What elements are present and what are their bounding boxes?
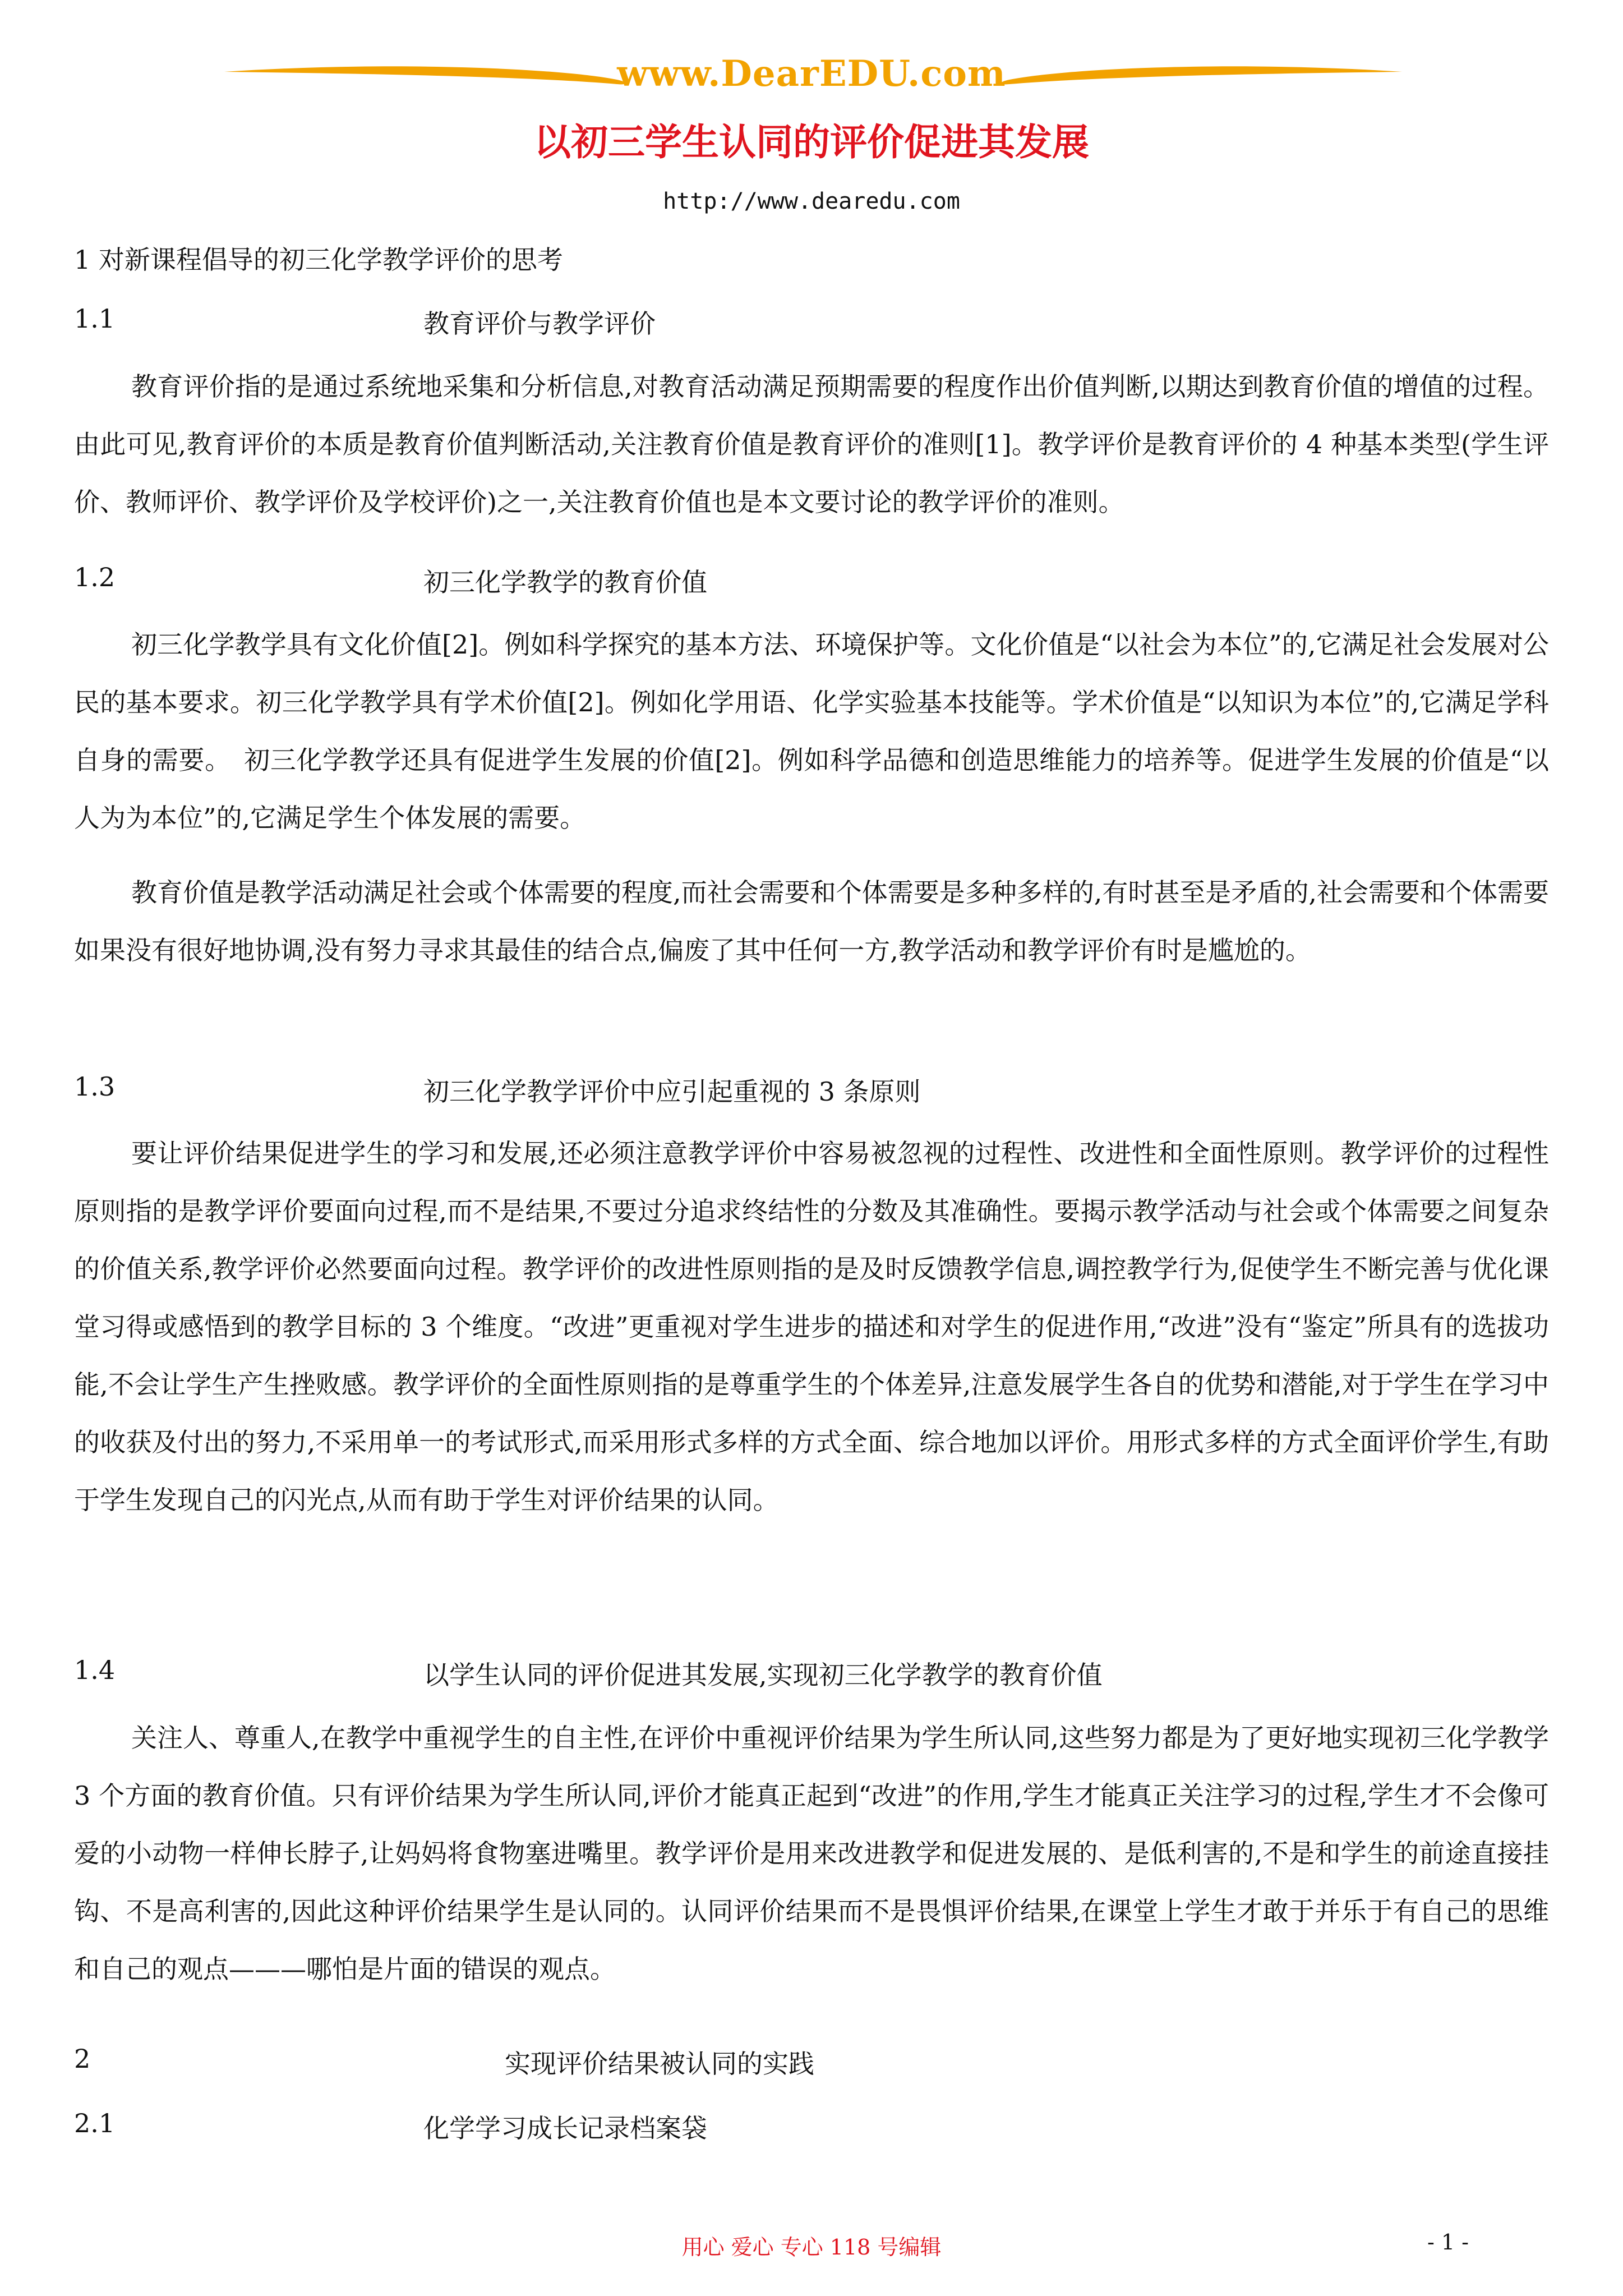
paragraph: 关注人、尊重人,在教学中重视学生的自主性,在评价中重视评价结果为学生所认同,这些努力都是为了更好地实现初三化学教学 3 个方面的教育价值。只有评价结果为学生所认同,评价才能真正起到“改进”的作用,学生才能真正关注学习的过程,学生才不会像可爱的小动物一样伸长脖子,让妈妈将食物塞进嘴里。教学评价是用来改进教学和促进发展的、是低利害的,不是和学生的前途直接挂钩、不是高利害的,因此这种评价结果学生是认同的。认同评价结果而不是畏惧评价结果,在课堂上学生才敢于并乐于有自己的思维和自己的观点———哪怕是片面的错误的观点。 (74, 1723, 1549, 1984)
paragraph: 要让评价结果促进学生的学习和发展,还必须注意教学评价中容易被忽视的过程性、改进性和全面性原则。教学评价的过程性原则指的是教学评价要面向过程,而不是结果,不要过分追求终结性的分数及其准确性。要揭示教学活动与社会或个体需要之间复杂的价值关系,教学评价必然要面向过程。教学评价的改进性原则指的是及时反馈教学信息,调控教学行为,促使学生不断完善与优化课堂习得或感悟到的教学目标的 3 个维度。“改进”更重视对学生进步的描述和对学生的促进作用,“改进”没有“鉴定”所具有的选拔功能,不会让学生产生挫败感。教学评价的全面性原则指的是尊重学生的个体差异,注意发展学生各自的优势和潜能,对于学生在学习中的收获及付出的努力,不采用单一的考试形式,而采用形式多样的方式全面、综合地加以评价。用形式多样的方式全面评价学生,有助于学生发现自己的闪光点,从而有助于学生对评价结果的认同。 (74, 1138, 1549, 1515)
heading-title: 初三化学教学的教育价值 (423, 567, 707, 597)
page-title: 以初三学生认同的评价促进其发展 (534, 120, 1089, 164)
heading-title: 以学生认同的评价促进其发展,实现初三化学教学的教育价值 (423, 1660, 1103, 1690)
heading-number: 1.2 (74, 562, 116, 592)
source-url: http://www.dearedu.com (663, 188, 960, 214)
heading-number: 1.3 (74, 1071, 116, 1102)
logo-text: www.DearEDU.com (617, 53, 1006, 95)
paragraph: 初三化学教学具有文化价值[2]。例如科学探究的基本方法、环境保护等。文化价值是“以社会为本位”的,它满足社会发展对公民的基本要求。初三化学教学具有学术价值[2]。例如化学用语、化学实验基本技能等。学术价值是“以知识为本位”的,它满足学科自身的需要。 初三化学教学还具有促进学生发展的价值[2]。例如科学品德和创造思维能力的培养等。促进学生发展的价值是“以人为为本位”的,它满足学生个体发展的需要。 (74, 629, 1549, 833)
paragraph: 教育评价指的是通过系统地采集和分析信息,对教育活动满足预期需要的程度作出价值判断,以期达到教育价值的增值的过程。由此可见,教育评价的本质是教育价值判断活动,关注教育价值是教育评价的准则[1]。教学评价是教育评价的 4 种基本类型(学生评价、教师评价、教学评价及学校评价)之一,关注教育价值也是本文要讨论的教学评价的准则。 (74, 371, 1549, 517)
heading-number: 2.1 (74, 2108, 116, 2138)
heading-number: 1.1 (74, 303, 116, 334)
heading-section-1: 1 对新课程倡导的初三化学教学评价的思考 (74, 245, 563, 275)
heading-title: 初三化学教学评价中应引起重视的 3 条原则 (423, 1076, 921, 1107)
footer-text: 用心 爱心 专心 118 号编辑 (681, 2235, 942, 2260)
heading-title: 化学学习成长记录档案袋 (423, 2113, 707, 2143)
paragraph: 教育价值是教学活动满足社会或个体需要的程度,而社会需要和个体需要是多种多样的,有时甚至是矛盾的,社会需要和个体需要如果没有很好地协调,没有努力寻求其最佳的结合点,偏废了其中任何一方,教学活动和教学评价有时是尴尬的。 (74, 877, 1549, 965)
heading-title: 教育评价与教学评价 (423, 309, 656, 339)
heading-number: 2 (74, 2044, 91, 2074)
heading-number: 1.4 (74, 1655, 116, 1685)
heading-title: 实现评价结果被认同的实践 (505, 2049, 814, 2079)
page-number: - 1 - (1427, 2230, 1469, 2254)
